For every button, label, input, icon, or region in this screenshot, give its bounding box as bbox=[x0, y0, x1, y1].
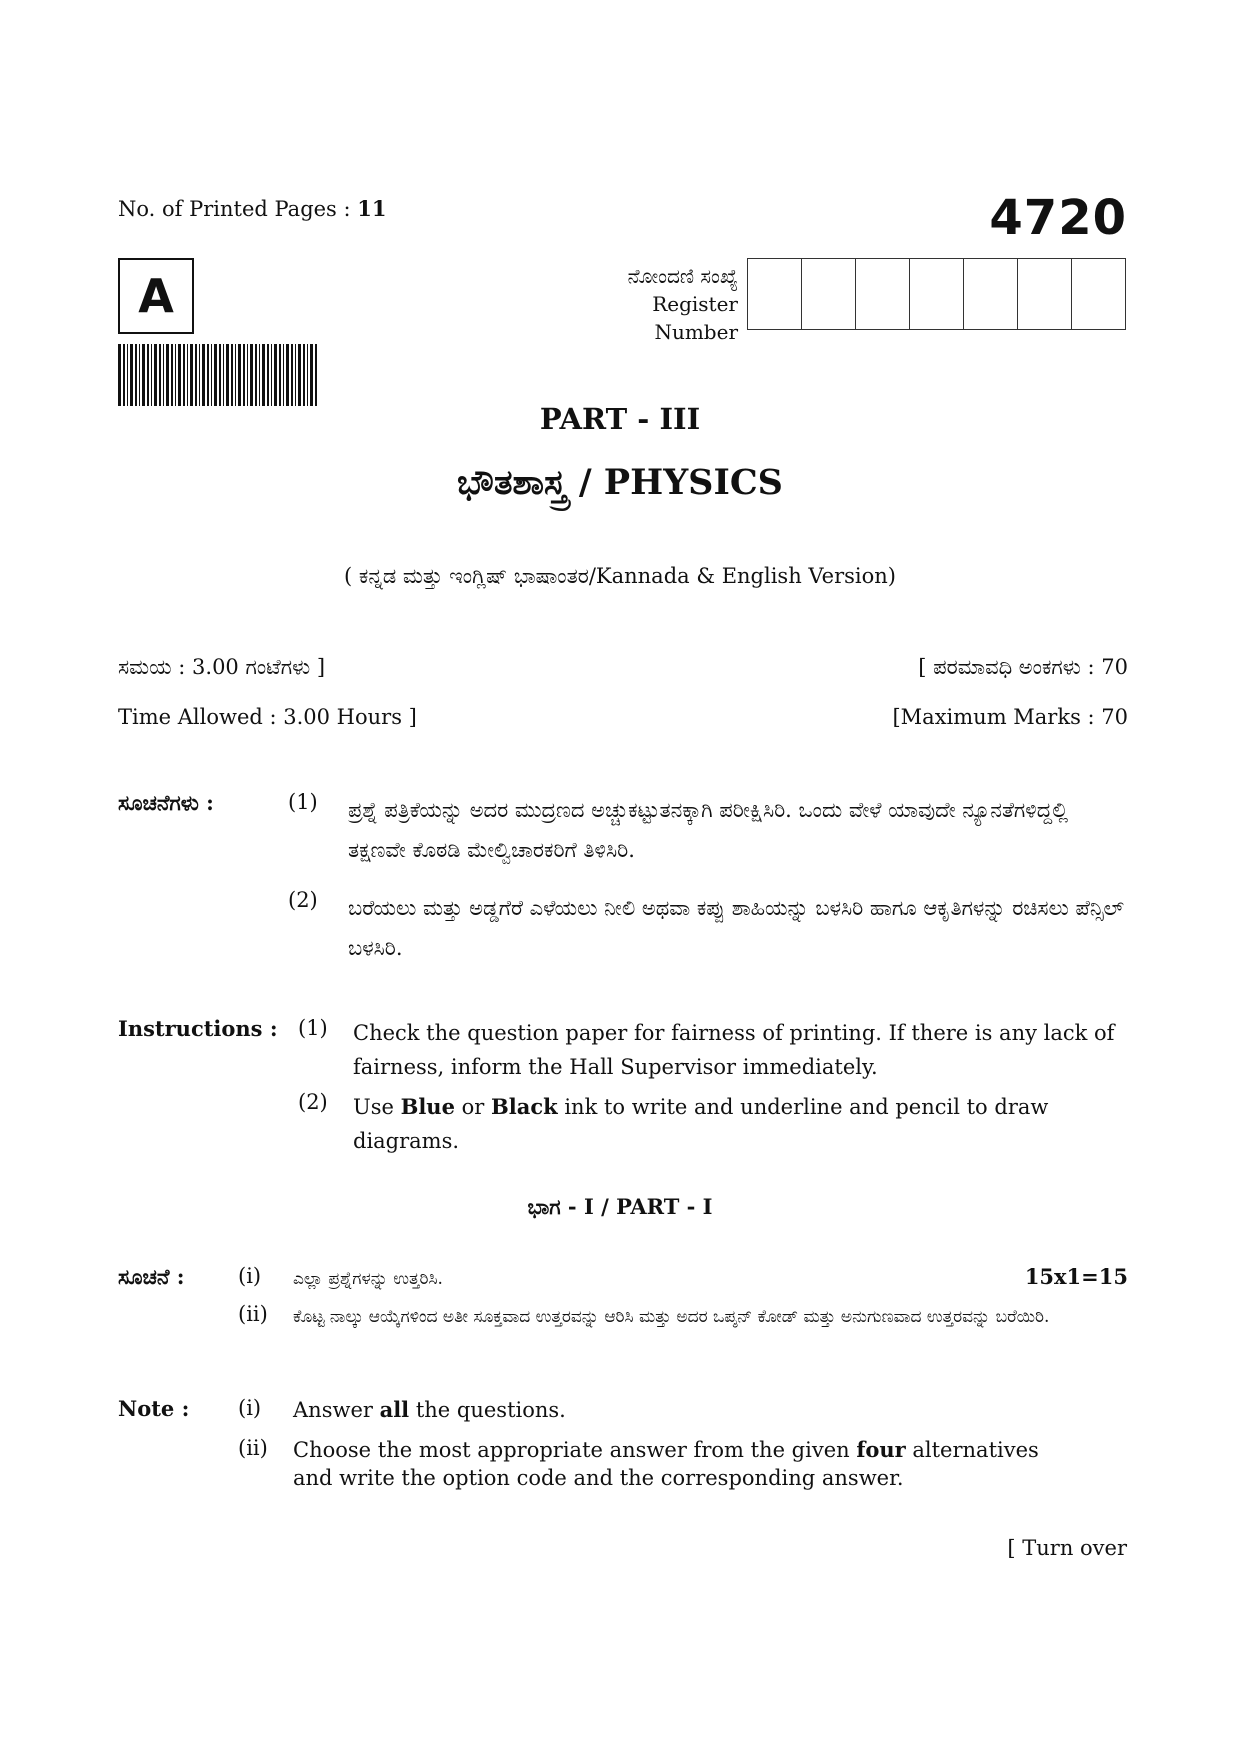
marks-english: [Maximum Marks : 70 bbox=[892, 705, 1128, 729]
marks-kannada: [ ಪರಮಾವಧಿ ಅಂಕಗಳು : 70 bbox=[918, 655, 1128, 679]
item-text: ಕೊಟ್ಟ ನಾಲ್ಕು ಆಯ್ಕೆಗಳಿಂದ ಅತೀ ಸೂಕ್ತವಾದ ಉತ್ತರವನ್ನು ಆರಿಸಿ ಮತ್ತು ಅದರ ಒಪ್ಶನ್ ಕೋಡ್ ಮತ್ತು ಅನುಗುಣವಾದ ಉತ್ತರವನ್ನು ಬರೆಯಿರಿ. bbox=[293, 1307, 1050, 1327]
set-code-box: A bbox=[118, 258, 194, 334]
version-note: ( ಕನ್ನಡ ಮತ್ತು ಇಂಗ್ಲಿಷ್ ಭಾಷಾಂತರ/Kannada & English Version) bbox=[344, 564, 896, 588]
register-digit-box[interactable] bbox=[910, 259, 964, 329]
item-number: (1) bbox=[288, 790, 318, 814]
register-number-label bbox=[520, 262, 738, 346]
part-one-heading: ಭಾಗ - I / PART - I bbox=[527, 1194, 713, 1219]
note-item bbox=[118, 1396, 1128, 1424]
register-digit-box[interactable] bbox=[748, 259, 802, 329]
bold-four: four bbox=[856, 1437, 906, 1462]
register-number-boxes bbox=[747, 258, 1126, 330]
time-kannada: ಸಮಯ : 3.00 ಗಂಟೆಗಳು ] bbox=[118, 655, 326, 679]
item-text: ಬರೆಯಲು ಮತ್ತು ಅಡ್ಡಗೆರೆ ಎಳೆಯಲು ನೀಲಿ ಅಥವಾ ಕಪ್ಪು ಶಾಹಿಯನ್ನು ಬಳಸಿರಿ ಹಾಗೂ ಆಕೃತಿಗಳನ್ನು ರಚಿಸಲು ಪೆನ್ಸಿಲ್ ಬಳಸಿರಿ. bbox=[348, 896, 1124, 960]
item-text: Choose the most appropriate answer from the given four alternatives and write the option code and the corresponding answer. bbox=[293, 1437, 1039, 1490]
bold-all: all bbox=[379, 1397, 410, 1422]
note-english bbox=[118, 1396, 1128, 1504]
item-text: Answer all the questions. bbox=[293, 1397, 566, 1422]
register-digit-box[interactable] bbox=[856, 259, 910, 329]
register-label-kannada: ನೋಂದಣಿ ಸಂಖ್ಯೆ bbox=[627, 264, 738, 288]
register-digit-box[interactable] bbox=[1018, 259, 1072, 329]
subject-title: ಭೌತಶಾಸ್ತ್ರ / PHYSICS bbox=[457, 462, 783, 503]
instruction-item bbox=[118, 1090, 1128, 1158]
item-text: ಪ್ರಶ್ನೆ ಪತ್ರಿಕೆಯನ್ನು ಅದರ ಮುದ್ರಣದ ಅಚ್ಚುಕಟ್ಟುತನಕ್ಕಾಗಿ ಪರೀಕ್ಷಿಸಿರಿ. ಒಂದು ವೇಳೆ ಯಾವುದೇ ನ್ಯೂನತೆಗಳಿದ್ದಲ್ಲಿ ತಕ್ಷಣವೇ ಕೊಠಡಿ ಮೇಲ್ವಿಚಾರಕರಿಗೆ ತಿಳಿಸಿರಿ. bbox=[348, 798, 1069, 862]
instructions-kannada bbox=[118, 790, 1128, 986]
instructions-english bbox=[118, 1016, 1128, 1164]
bold-blue: Blue bbox=[400, 1094, 455, 1119]
barcode bbox=[118, 344, 320, 406]
register-digit-box[interactable] bbox=[802, 259, 856, 329]
part-heading: PART - III bbox=[539, 402, 701, 436]
register-digit-box[interactable] bbox=[964, 259, 1018, 329]
item-text: ಎಲ್ಲಾ ಪ್ರಶ್ನೆಗಳನ್ನು ಉತ್ತರಿಸಿ. bbox=[293, 1269, 443, 1289]
register-digit-box[interactable] bbox=[1072, 259, 1125, 329]
instructions-english-label: Instructions : bbox=[118, 1016, 278, 1041]
printed-pages bbox=[118, 196, 387, 221]
register-label-line1: Register bbox=[652, 292, 738, 316]
instruction-item bbox=[118, 790, 1128, 870]
item-number: (ii) bbox=[238, 1436, 268, 1460]
note-kannada bbox=[118, 1264, 1128, 1340]
paper-code: 4720 bbox=[989, 190, 1127, 246]
item-number: (ii) bbox=[238, 1302, 268, 1326]
item-number: (2) bbox=[298, 1090, 328, 1114]
turn-over: [ Turn over bbox=[1007, 1536, 1127, 1560]
marks-allocation: 15x1=15 bbox=[1024, 1264, 1128, 1289]
time-marks-kannada bbox=[118, 655, 1128, 680]
note-english-label: Note : bbox=[118, 1396, 190, 1421]
register-label-line2: Number bbox=[654, 320, 738, 344]
note-item bbox=[118, 1264, 1128, 1294]
instructions-kannada-label: ಸೂಚನೆಗಳು : bbox=[118, 790, 214, 815]
printed-pages-label: No. of Printed Pages : bbox=[118, 197, 358, 221]
printed-pages-value: 11 bbox=[357, 196, 387, 221]
note-item bbox=[118, 1302, 1128, 1332]
item-text: Use Blue or Black ink to write and underline and pencil to draw diagrams. bbox=[353, 1094, 1049, 1153]
note-item bbox=[118, 1436, 1128, 1492]
instruction-item bbox=[118, 1016, 1128, 1084]
instruction-item bbox=[118, 888, 1128, 968]
item-number: (i) bbox=[238, 1264, 262, 1288]
item-number: (i) bbox=[238, 1396, 262, 1420]
time-english: Time Allowed : 3.00 Hours ] bbox=[118, 705, 417, 729]
note-kannada-label: ಸೂಚನೆ : bbox=[118, 1264, 185, 1289]
item-number: (2) bbox=[288, 888, 318, 912]
time-marks-english bbox=[118, 705, 1128, 729]
item-text: Check the question paper for fairness of printing. If there is any lack of fairness, inform the Hall Supervisor immediately. bbox=[353, 1021, 1115, 1079]
bold-black: Black bbox=[490, 1094, 558, 1119]
item-number: (1) bbox=[298, 1016, 328, 1040]
